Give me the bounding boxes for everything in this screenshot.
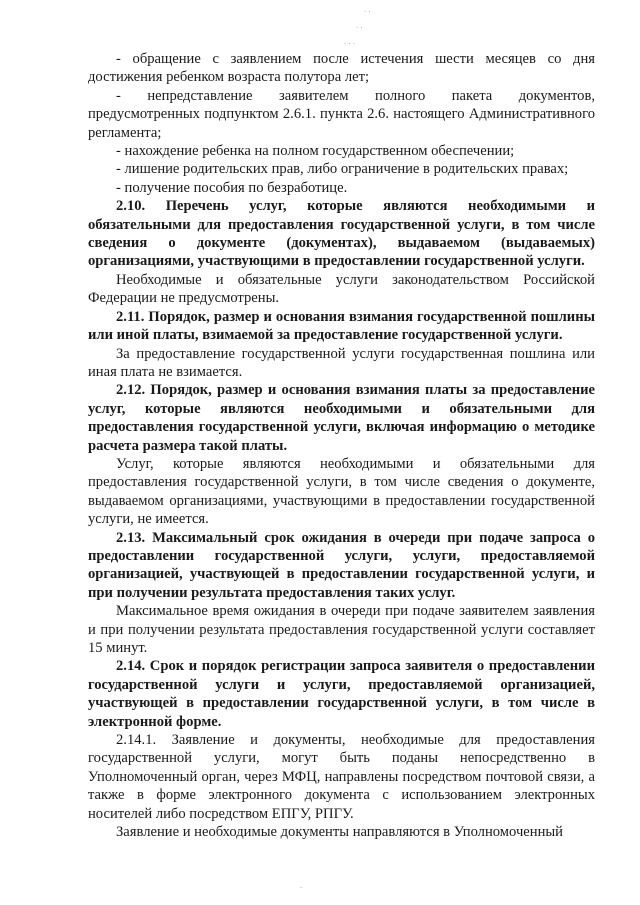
list-item: - непредставление заявителем полного пакета документов, предусмотренных подпунктом 2.6.1. пункта 2.6. настоящего Административного регламента; — [88, 87, 595, 141]
scan-mark: · — [300, 884, 303, 892]
section-heading-2-12: 2.12. Порядок, размер и основания взимания платы за предоставление услуг, которые являются необходимыми и обязательными для предоставления государственной услуги, включая информацию о методике расчета размера такой платы. — [88, 382, 595, 454]
section-heading-2-13: 2.13. Максимальный срок ожидания в очереди при подаче запроса о предоставлении государственной услуги, услуги, предоставляемой организацией, участвующей в предоставлении государственной услуги, и при получении результата предоставления таких услуг. — [88, 529, 595, 601]
scan-mark: · · · — [344, 40, 356, 48]
list-item: - обращение с заявлением после истечения шести месяцев со дня достижения ребенком возраста полутора лет; — [88, 51, 595, 86]
body-paragraph: Необходимые и обязательные услуги законодательством Российской Федерации не предусмотрены. — [88, 271, 595, 307]
section-heading-2-14: 2.14. Срок и порядок регистрации запроса заявителя о предоставлении государственной услуги и услуги, предоставляемой организацией, участвующей в предоставлении государственной услуги, в том числе в электронной форме. — [88, 658, 595, 730]
body-paragraph: Услуг, которые являются необходимыми и обязательными для предоставления государственной услуги, в том числе сведения о документе, выдаваемом организациями, участвующими в предоставлении государственной услуги, не имеется. — [88, 455, 595, 528]
body-paragraph: За предоставление государственной услуги государственная пошлина или иная плата не взимается. — [88, 345, 595, 380]
document-body — [88, 50, 595, 841]
body-paragraph: Заявление и необходимые документы направляются в Уполномоченный — [116, 824, 563, 841]
body-paragraph: 2.14.1. Заявление и документы, необходимые для предоставления государственной услуги, могут быть поданы непосредственно в Уполномоченный орган, через МФЦ, направлены посредством почтовой связи, а также в форме электронного документа с использованием электронных носителей либо посредством ЕПГУ, РПГУ. — [88, 732, 595, 822]
list-item: - нахождение ребенка на полном государственном обеспечении; — [116, 143, 515, 160]
body-paragraph: Максимальное время ожидания в очереди при подаче заявителем заявления и при получении результата предоставления государственной услуги составляет 15 минут. — [88, 603, 595, 656]
list-item: - получение пособия по безработице. — [116, 179, 348, 196]
section-heading-2-11: 2.11. Порядок, размер и основания взимания государственной пошлины или иной платы, взимаемой за предоставление государственной услуги. — [88, 308, 595, 344]
section-heading-2-10: 2.10. Перечень услуг, которые являются необходимыми и обязательными для предоставления государственной услуги, в том числе сведения о документе (документах), выдаваемом (выдаваемых) организациями, участвующими в предоставлении государственной услуги. — [88, 198, 595, 270]
scan-mark: · · — [356, 24, 363, 32]
list-item: - лишение родительских прав, либо ограничение в родительских правах; — [116, 161, 569, 178]
scan-mark: · · — [364, 8, 371, 16]
